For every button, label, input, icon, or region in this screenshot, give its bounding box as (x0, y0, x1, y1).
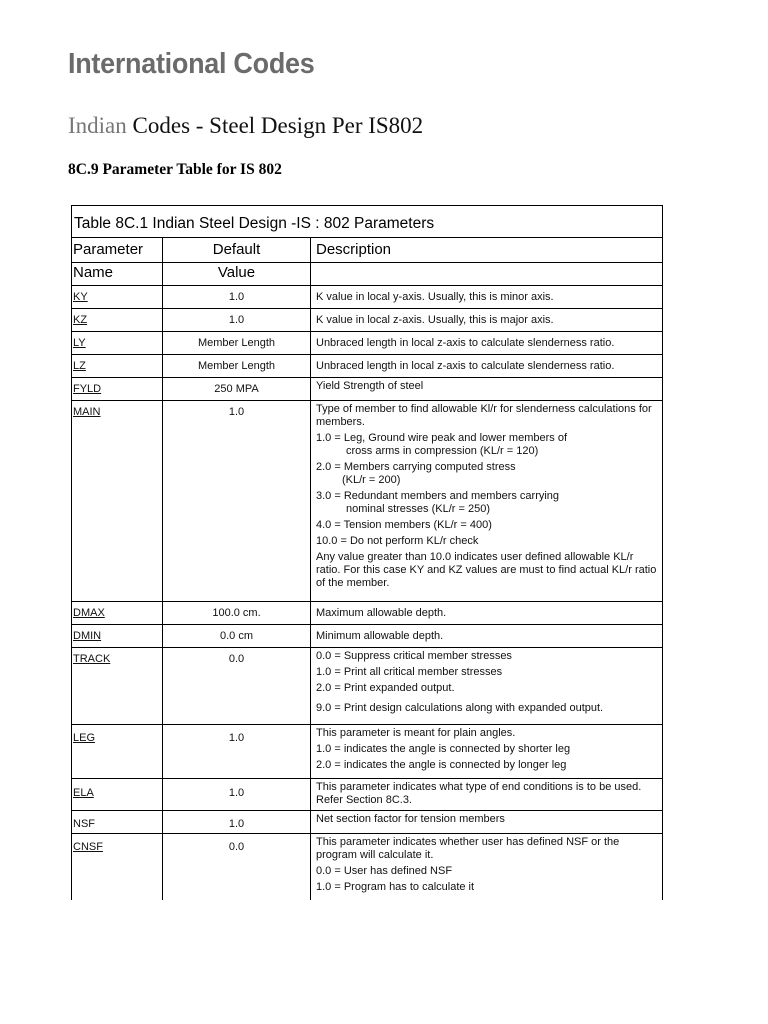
param-description: Unbraced length in local z-axis to calculate slenderness ratio. (316, 337, 615, 349)
table-row (72, 355, 662, 378)
param-name: NSF (72, 811, 163, 833)
desc-line: 2.0 = indicates the angle is connected by longer leg (316, 759, 567, 771)
header-description: Description (316, 241, 392, 258)
page-title: International Codes (68, 48, 315, 80)
table-row (72, 286, 662, 309)
table-row (72, 378, 662, 401)
param-name[interactable]: DMIN (72, 625, 163, 647)
param-description (311, 834, 662, 900)
param-description: Net section factor for tension members (316, 813, 505, 825)
param-name[interactable]: MAIN (72, 401, 163, 601)
header-value: Value (163, 263, 311, 285)
table-row (72, 625, 662, 648)
table-row (72, 309, 662, 332)
section-title: 8C.9 Parameter Table for IS 802 (68, 161, 282, 178)
param-name[interactable]: ELA (72, 779, 163, 810)
param-description: K value in local z-axis. Usually, this is major axis. (316, 314, 554, 326)
param-default: 1.0 (163, 286, 311, 308)
desc-line: 1.0 = Leg, Ground wire peak and lower members of (316, 432, 567, 444)
header-default: Default (163, 238, 311, 262)
param-default: 250 MPA (163, 378, 311, 400)
desc-line: cross arms in compression (KL/r = 120) (346, 445, 539, 457)
desc-line: 9.0 = Print design calculations along with expanded output. (316, 702, 604, 714)
param-default: 0.0 cm (163, 625, 311, 647)
desc-line: 4.0 = Tension members (KL/r = 400) (316, 519, 492, 531)
param-name[interactable]: DMAX (72, 602, 163, 624)
param-default: 1.0 (163, 401, 311, 601)
param-name[interactable]: CNSF (72, 834, 163, 900)
param-description: Unbraced length in local z-axis to calculate slenderness ratio. (316, 360, 615, 372)
subtitle-prefix: Indian (68, 113, 127, 138)
param-description: K value in local y-axis. Usually, this is minor axis. (316, 291, 554, 303)
param-description: Minimum allowable depth. (316, 630, 444, 642)
param-description (311, 648, 662, 724)
desc-line: nominal stresses (KL/r = 250) (346, 503, 490, 515)
param-description: This parameter indicates what type of end conditions is to be used. Refer Section 8C.3. (316, 781, 642, 806)
subtitle-rest: Codes - Steel Design Per IS802 (126, 113, 424, 138)
parameter-table (71, 205, 663, 900)
desc-line: (KL/r = 200) (342, 474, 401, 486)
table-title: Table 8C.1 Indian Steel Design -IS : 802 Parameters (72, 206, 662, 238)
param-name[interactable]: LZ (72, 355, 163, 377)
page-subtitle (68, 113, 423, 139)
desc-line: 2.0 = Print expanded output. (316, 682, 455, 694)
desc-line: 0.0 = Suppress critical member stresses (316, 650, 512, 662)
desc-line: 0.0 = User has defined NSF (316, 865, 453, 877)
table-row (72, 602, 662, 625)
param-default: 1.0 (163, 725, 311, 778)
desc-line: This parameter indicates whether user has defined NSF or the program will calculate it. (316, 836, 620, 861)
desc-line: 10.0 = Do not perform KL/r check (316, 535, 479, 547)
table-row (72, 401, 662, 602)
param-description: Yield Strength of steel (316, 380, 424, 392)
param-name[interactable]: LEG (72, 725, 163, 778)
desc-line: Any value greater than 10.0 indicates user defined allowable KL/r ratio. For this case KY and KZ values are must to find actual KL/r ratio of the member. (316, 551, 657, 589)
param-description: Maximum allowable depth. (316, 607, 447, 619)
table-row (72, 834, 662, 900)
desc-line: 3.0 = Redundant members and members carrying (316, 490, 560, 502)
param-name[interactable]: FYLD (72, 378, 163, 400)
param-default: 1.0 (163, 811, 311, 833)
table-row (72, 725, 662, 779)
param-default: Member Length (163, 332, 311, 354)
table-row (72, 332, 662, 355)
table-row (72, 779, 662, 811)
desc-line: 2.0 = Members carrying computed stress (316, 461, 516, 473)
param-name[interactable]: KZ (72, 309, 163, 331)
param-default: 0.0 (163, 834, 311, 900)
param-description (311, 401, 662, 601)
desc-line: 1.0 = indicates the angle is connected by shorter leg (316, 743, 571, 755)
param-default: 1.0 (163, 309, 311, 331)
param-default: 1.0 (163, 779, 311, 810)
param-name[interactable]: LY (72, 332, 163, 354)
table-row (72, 648, 662, 725)
table-header-row (72, 238, 662, 263)
desc-line: This parameter is meant for plain angles. (316, 727, 516, 739)
header-name: Name (72, 263, 163, 285)
param-name[interactable]: TRACK (72, 648, 163, 724)
param-description (311, 725, 662, 778)
desc-line: Type of member to find allowable Kl/r for slenderness calculations for members. (316, 403, 652, 428)
param-name[interactable]: KY (72, 286, 163, 308)
desc-line: 1.0 = Program has to calculate it (316, 881, 475, 893)
param-default: 0.0 (163, 648, 311, 724)
table-row (72, 811, 662, 834)
desc-line: 1.0 = Print all critical member stresses (316, 666, 503, 678)
table-header-row-2 (72, 263, 662, 286)
param-default: 100.0 cm. (163, 602, 311, 624)
header-parameter: Parameter (72, 238, 163, 262)
param-default: Member Length (163, 355, 311, 377)
